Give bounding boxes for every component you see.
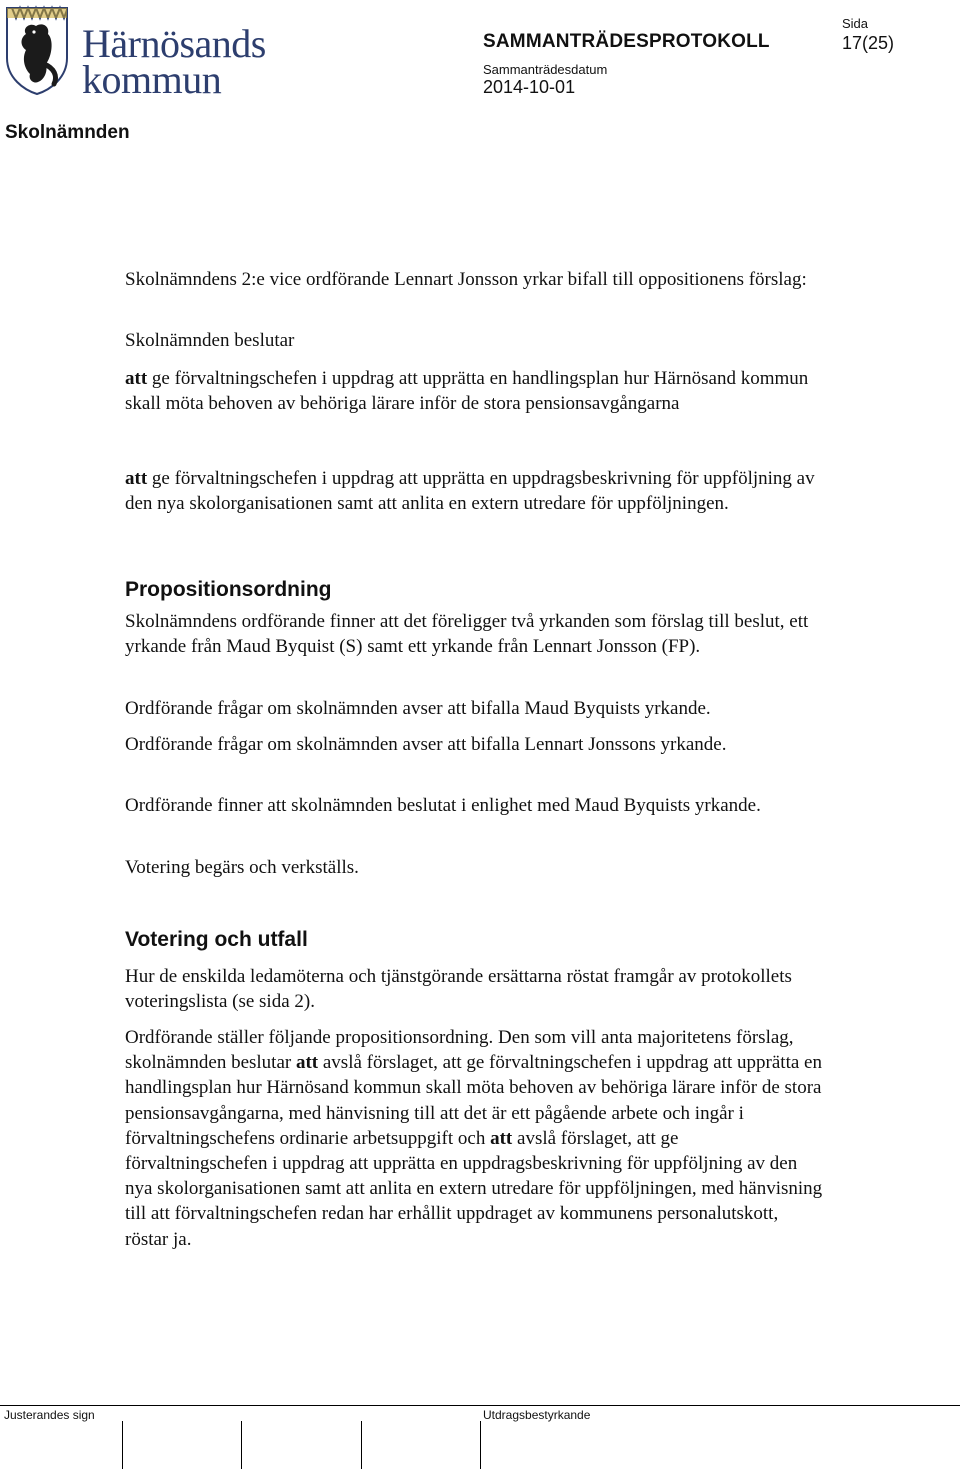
att-keyword: att bbox=[125, 368, 148, 389]
logo-wordmark-line2: kommun bbox=[82, 57, 222, 102]
paragraph-proposition-1: Skolnämndens ordförande finner att det föreligger två yrkanden som förslag till beslut, ett yrkande från Maud Byquist (S) samt ett yrkande från Lennart Jonsson (FP). bbox=[125, 611, 809, 658]
att-keyword: att bbox=[295, 1052, 319, 1074]
signature-box-divider bbox=[480, 1421, 481, 1469]
paragraph-proposition-4: Ordförande finner att skolnämnden beslutat i enlighet med Maud Byquists yrkande. bbox=[125, 795, 761, 816]
signature-box-divider bbox=[361, 1421, 362, 1469]
paragraph-proposition-2: Ordförande frågar om skolnämnden avser att bifalla Maud Byquists yrkande. bbox=[125, 698, 711, 719]
municipality-logo bbox=[4, 4, 280, 100]
footer-divider bbox=[0, 1405, 960, 1406]
paragraph-votering-2 bbox=[125, 1025, 825, 1252]
heading-votering: Votering och utfall bbox=[125, 928, 308, 951]
meeting-date: 2014-10-01 bbox=[483, 77, 576, 97]
paragraph-proposition-3: Ordförande frågar om skolnämnden avser att bifalla Lennart Jonssons yrkande. bbox=[125, 734, 727, 755]
meeting-date-label: Sammanträdesdatum bbox=[483, 62, 608, 77]
votering-text-a: Ordförande ställer följande propositionsordning. Den som vill anta majoritetens förslag, skolnämnden beslutar bbox=[125, 1027, 794, 1074]
paragraph-votering-1: Hur de enskilda ledamöterna och tjänstgörande ersättarna röstat framgår av protokollets voteringslista (se sida 2). bbox=[125, 966, 792, 1013]
logo-wordmark-line1: Härnösands bbox=[82, 21, 266, 66]
signature-box-divider bbox=[241, 1421, 242, 1469]
paragraph-motion: Skolnämndens 2:e vice ordförande Lennart Jonsson yrkar bifall till oppositionens förslag: bbox=[125, 269, 807, 290]
signature-label: Justerandes sign bbox=[4, 1408, 95, 1422]
extract-certification-label: Utdragsbestyrkande bbox=[483, 1408, 591, 1422]
page-label: Sida bbox=[842, 16, 869, 31]
committee-name: Skolnämnden bbox=[5, 122, 130, 143]
heading-propositionsordning: Propositionsordning bbox=[125, 578, 332, 601]
att-text: ge förvaltningschefen i uppdrag att upprätta en handlingsplan hur Härnösand kommun skall möta behoven av behöriga lärare inför de stora pensionsavgångarna bbox=[125, 368, 809, 415]
page-number: 17(25) bbox=[842, 33, 895, 53]
paragraph-att-2 bbox=[125, 466, 825, 516]
coat-of-arms-icon bbox=[4, 4, 70, 96]
paragraph-att-1 bbox=[125, 366, 825, 416]
paragraph-decision-intro: Skolnämnden beslutar bbox=[125, 330, 295, 351]
votering-text-c: avslå förslaget, att ge förvaltningschefen i uppdrag att upprätta en uppdragsbeskrivning för uppföljning av den nya skolorganisationen samt att anlita en extern utredare för uppföljningen, med hänvisning till att förvaltningschefen redan har erhållit uppdraget av kommunens personalutskott, röstar ja. bbox=[125, 1127, 823, 1250]
att-keyword: att bbox=[125, 468, 148, 489]
document-title: SAMMANTRÄDESPROTOKOLL bbox=[483, 31, 770, 52]
signature-box-divider bbox=[122, 1421, 123, 1469]
votering-text-b: avslå förslaget, att ge förvaltningschefen i uppdrag att upprätta en handlingsplan hur Härnösand kommun skall möta behoven av behöriga lärare inför de stora pensionsavgångarna, med hänvisning till att det är ett pågående arbete och ingår i förvaltningschefens ordinarie arbetsuppgift och bbox=[125, 1052, 822, 1149]
paragraph-proposition-5: Votering begärs och verkställs. bbox=[125, 857, 359, 878]
att-keyword: att bbox=[490, 1127, 513, 1149]
att-text: ge förvaltningschefen i uppdrag att upprätta en uppdragsbeskrivning för uppföljning av den nya skolorganisationen samt att anlita en extern utredare för uppföljningen. bbox=[125, 468, 815, 515]
